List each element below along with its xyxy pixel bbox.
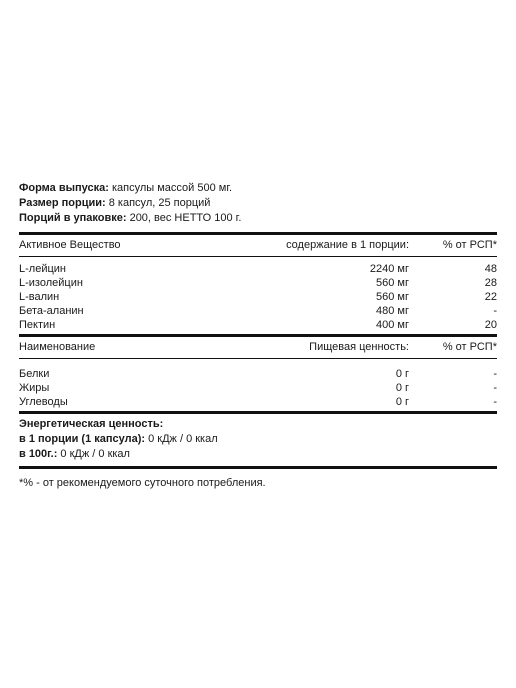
nutrition-table [19,359,497,411]
table-row [19,395,497,409]
header-active-substance: Активное Вещество [19,239,121,251]
header-nutritional-value: Пищевая ценность: [309,341,409,353]
header-percent-rda: % от РСП* [442,239,497,251]
nutrient-amount: 0 г [395,382,409,394]
ingredient-amount: 400 мг [376,319,409,331]
energy-per-serving-label: в 1 порции (1 капсула): [19,433,146,445]
nutrient-name: Белки [19,368,50,380]
energy-title: Энергетическая ценность: [19,418,164,430]
energy-per-100g-value: 0 кДж / 0 ккал [57,448,130,460]
ingredient-amount: 480 мг [376,305,409,317]
ingredients-header [19,237,497,254]
ingredient-name: L-изолейцин [19,277,83,289]
table-row [19,304,497,318]
ingredient-amount: 2240 мг [369,263,409,275]
energy-per-100g-line [19,447,497,462]
ingredient-name: L-валин [19,291,60,303]
energy-per-100g-label: в 100г.: [19,448,58,460]
ingredient-amount: 560 мг [376,277,409,289]
table-row [19,318,497,332]
release-form-line [19,181,497,196]
footnote: *% - от рекомендуемого суточного потребления. [19,477,266,489]
ingredient-percent: 22 [484,291,497,303]
ingredient-name: L-лейцин [19,263,66,275]
energy-value [19,414,497,466]
table-row [19,381,497,395]
table-row [19,290,497,304]
ingredient-percent: 28 [484,277,497,289]
ingredient-name: Пектин [19,319,56,331]
serving-size-label: Размер порции: [19,197,106,209]
servings-per-package-value: 200, вес НЕТТО 100 г. [126,212,242,224]
header-content-per-serving: содержание в 1 порции: [286,239,409,251]
nutrition-header [19,339,497,356]
nutrition-label [19,181,497,491]
product-info [19,181,497,226]
servings-per-package-label: Порций в упаковке: [19,212,127,224]
table-row [19,367,497,381]
nutrient-percent: - [493,368,497,380]
divider [19,466,497,469]
nutrient-name: Углеводы [19,396,68,408]
energy-per-serving-line [19,432,497,447]
release-form-label: Форма выпуска: [19,182,109,194]
header-percent-rda: % от РСП* [442,341,497,353]
servings-per-package-line [19,211,497,226]
energy-per-serving-value: 0 кДж / 0 ккал [145,433,218,445]
table-row [19,276,497,290]
ingredient-percent: 20 [484,319,497,331]
serving-size-value: 8 капсул, 25 порций [105,197,211,209]
ingredient-percent: 48 [484,263,497,275]
nutrient-name: Жиры [19,382,50,394]
nutrient-amount: 0 г [395,368,409,380]
release-form-value: капсулы массой 500 мг. [108,182,233,194]
nutrient-percent: - [493,382,497,394]
divider [19,334,497,337]
header-name: Наименование [19,341,96,353]
divider [19,232,497,235]
serving-size-line [19,196,497,211]
ingredients-table [19,257,497,334]
ingredient-name: Бета-аланин [19,305,84,317]
nutrient-amount: 0 г [395,396,409,408]
ingredient-percent: - [493,305,497,317]
ingredient-amount: 560 мг [376,291,409,303]
nutrient-percent: - [493,396,497,408]
table-row [19,262,497,276]
